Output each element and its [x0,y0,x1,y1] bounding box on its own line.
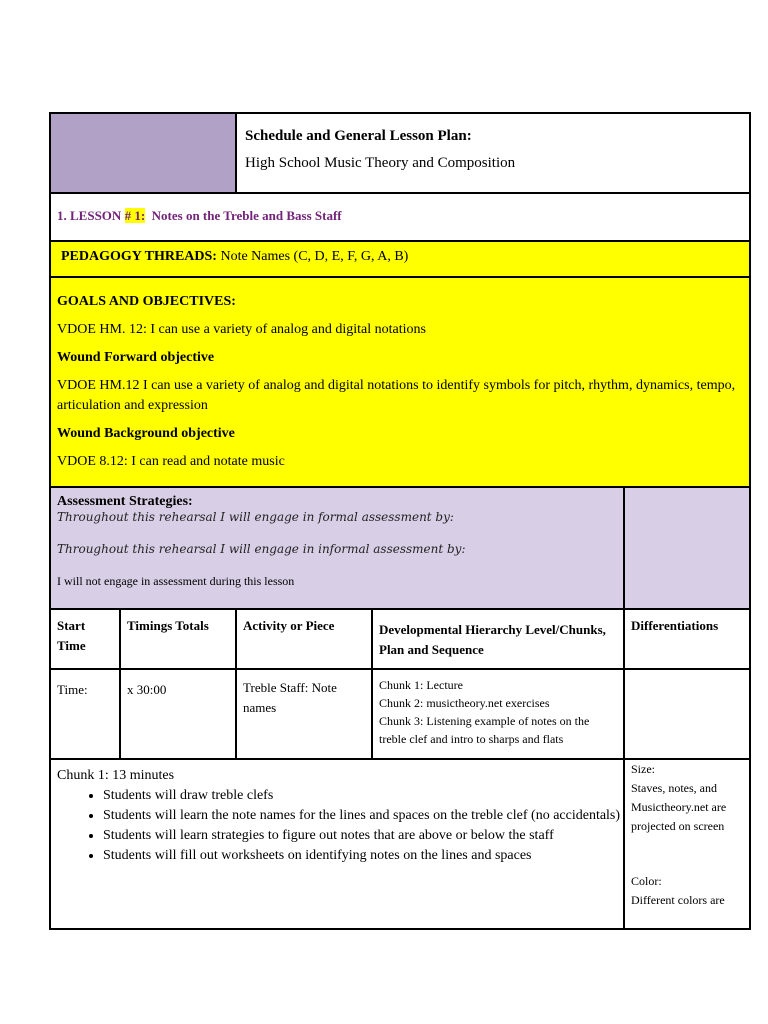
list-item: • Students will learn the note names for the lines and spaces on the treble clef (no accidentals) [103,806,623,826]
formal-assessment-text: Throughout this rehearsal I will engage in formal assessment by: [57,510,454,524]
title-row [49,112,751,192]
chunk-detail [51,760,625,928]
chunk-3-line: Chunk 3: Listening example of notes on the treble clef and intro to sharps and flats [379,714,590,746]
list-item: • Students will learn strategies to figure out notes that are above or below the staff [103,826,623,846]
informal-assessment-text: Throughout this rehearsal I will engage in informal assessment by: [57,542,466,556]
no-assessment-text: I will not engage in assessment during this lesson [57,574,295,588]
color-text: Different colors are [631,893,725,907]
assessment-side-cell [625,488,749,608]
header-developmental-hierarchy: Developmental Hierarchy Level/Chunks, Plan and Sequence [373,610,625,668]
list-item: • Students will draw treble clefs [103,786,623,806]
page-subtitle: High School Music Theory and Composition [245,155,516,171]
goals-line: VDOE HM. 12: I can use a variety of analog and digital notations [57,322,426,337]
lesson-prefix: 1. LESSON [57,208,125,223]
assessment-row [49,486,751,608]
assessment-heading: Assessment Strategies: [57,494,193,509]
background-objective-text: VDOE 8.12: I can read and notate music [57,454,285,469]
header-start-time: Start Time [51,610,121,668]
timings-cell: x 30:00 [121,670,237,758]
chunk-2-line: Chunk 2: musictheory.net exercises [379,696,550,710]
title-block [237,114,515,192]
differentiations-cell [625,670,749,758]
pedagogy-row [49,240,751,276]
header-activity: Activity or Piece [237,610,373,668]
differentiation-notes [625,760,749,928]
chunk-bullet-list [57,786,623,866]
page-title: Schedule and General Lesson Plan: [245,128,472,144]
list-item: • Students will fill out worksheets on identifying notes on the lines and spaces [103,846,623,866]
chunk-1-line: Chunk 1: Lecture [379,678,463,692]
header-differentiations: Differentiations [631,618,719,633]
lesson-number: # 1: [124,208,146,223]
size-text: Staves, notes, and Musictheory.net are projected on screen [631,781,727,833]
forward-objective-heading: Wound Forward objective [57,350,215,365]
start-time-cell: Time: [51,670,121,758]
lesson-row [49,192,751,240]
header-timings: Timings Totals [121,610,237,668]
forward-objective-text: VDOE HM.12 I can use a variety of analog and digital notations to identify symbols for pitch, rhythm, dynamics, tempo, articulation and expression [57,378,736,413]
assessment-section [51,488,625,608]
background-objective-heading: Wound Background objective [57,426,235,441]
schedule-table-header [49,608,751,668]
pedagogy-text: Note Names (C, D, E, F, G, A, B) [216,249,409,264]
dev-hierarchy-cell [373,670,625,758]
goals-section [49,276,751,486]
chunk-detail-row [49,758,751,930]
title-color-block [51,114,237,192]
chunk-title: Chunk 1: 13 minutes [57,768,175,783]
lesson-title: Notes on the Treble and Bass Staff [145,208,342,223]
pedagogy-label: PEDAGOGY THREADS: [61,249,217,264]
table-row [49,668,751,758]
goals-heading: GOALS AND OBJECTIVES: [57,294,236,309]
color-label: Color: [631,874,662,888]
activity-cell: Treble Staff: Note names [237,670,373,758]
size-label: Size: [631,762,655,776]
lesson-plan-document [49,112,751,930]
